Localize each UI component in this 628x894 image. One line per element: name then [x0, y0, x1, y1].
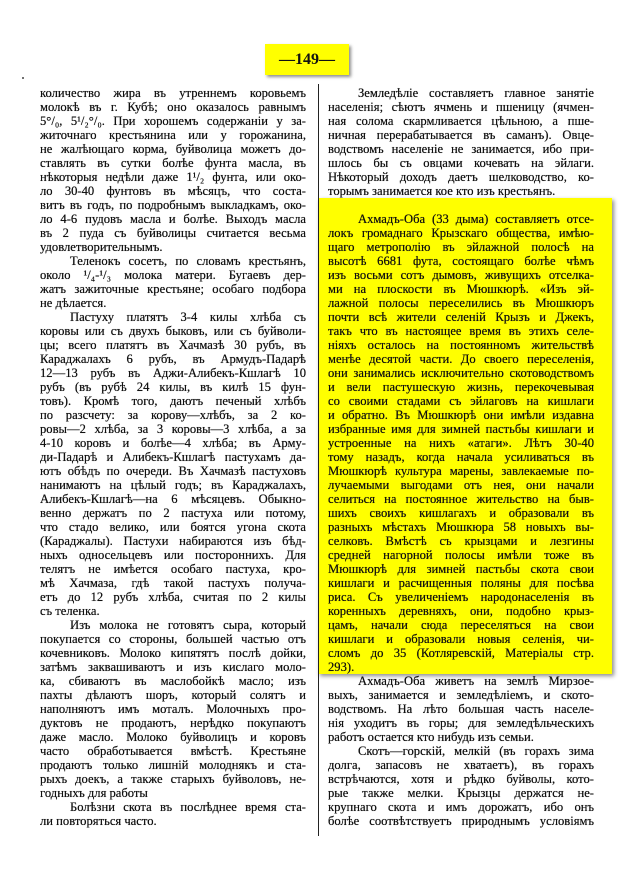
paragraph [40, 618, 306, 800]
text-line: пахты дѣлаютъ шоръ, который солятъ и [40, 688, 306, 702]
paragraph [40, 254, 306, 310]
paragraph [328, 212, 594, 674]
text-line: ло 30-40 фунтовъ въ мѣсяцъ, что соста- [40, 184, 306, 198]
text-line: рыхъ доекъ, а также старыхъ буйволовъ, не- [40, 772, 306, 786]
text-line: избранные имя для зимней пастьбы кишлаги и [328, 422, 594, 436]
column-divider [318, 84, 319, 836]
text-line: тому назадъ, когда начала усиливаться въ [328, 450, 594, 464]
text-line: 4-10 коровъ и болѣе—4 хлѣба; въ Арму- [40, 436, 306, 450]
text-line: етъ до 12 рубъ хлѣба, считая по 2 килы [40, 590, 306, 604]
text-line: селиться на постоянное жительство на быв- [328, 492, 594, 506]
text-line: годныхъ для работы [40, 786, 148, 800]
text-line: не дѣлается. [40, 296, 107, 310]
paragraph [40, 310, 306, 618]
text-line: локъ громаднаго Крызскаго общества, имѣю- [328, 226, 594, 240]
text-line: товъ). Кромѣ того, даютъ печеный хлѣбъ [40, 394, 306, 408]
paragraph [328, 674, 594, 744]
text-line: водствомъ населеніе не занимается, ибо при- [328, 142, 594, 156]
text-line: коровы или съ двухъ быковъ, или съ буйволи- [40, 324, 306, 338]
text-line: Мюшкюрѣ культура марены, завлекаемые по- [328, 464, 594, 478]
text-line: кишлаги и образовали новыя селенія, чи- [328, 632, 594, 646]
text-line: и вели пастушескую жизнь, перекочевывая [328, 380, 594, 394]
text-line: Мюшкюрѣ для зимней пастьбы скота свои [328, 562, 594, 576]
text-line: даже масло. Молоко буйволицъ и коровъ [40, 730, 306, 744]
text-line: риса. Съ увеличеніемъ народонаселенія въ [328, 590, 594, 604]
text-line: Караджалахъ 6 рубъ, въ Армудъ-Падарѣ [40, 352, 306, 366]
text-line: затѣмъ заквашиваютъ и изъ кислаго моло- [40, 660, 306, 674]
text-line: кишлаги и расчищенныя поляны для посѣва [328, 576, 594, 590]
text-line: кочевниковъ. Молоко кипятятъ послѣ дойки, [40, 646, 306, 660]
text-line: Скотъ—горскій, мелкій (въ горахъ зима [358, 744, 594, 758]
text-line: количество жира въ утреннемъ коровьемъ [40, 86, 306, 100]
left-text [40, 86, 306, 828]
text-line: наполняютъ имъ моталъ. Молочныхъ про- [40, 702, 306, 716]
text-line: въ 2 пуда съ буйволицы считается весьма [40, 226, 306, 240]
text-line: не жалѣющаго корма, буйволица можетъ до- [40, 142, 306, 156]
text-line: сломъ до 35 (Котляревскій, Матеріалы стр. [328, 646, 594, 660]
text-line: Алибекъ-Кшлагѣ—на 6 мѣсяцевъ. Обыкно- [40, 492, 306, 506]
text-line: что стадо велико, или боятся угона скота [40, 520, 306, 534]
text-line: Нѣкоторый доходъ даетъ шелководство, ко- [328, 170, 594, 184]
text-line: ставлять въ сутки болѣе фунта масла, въ [40, 156, 306, 170]
text-line: молокѣ въ г. Кубѣ; оно оказалось равнымъ [40, 100, 306, 114]
text-line: продаютъ только лишній молоднякъ и ста- [40, 758, 306, 772]
text-line: изъ восьми сотъ дымовъ, живущихъ отселка- [328, 268, 594, 282]
paragraph [40, 800, 306, 828]
text-line: рубъ (въ рубѣ 24 килы, въ килѣ 15 фун- [40, 380, 306, 394]
text-line: по разсчету: за корову—хлѣбъ, за 2 ко- [40, 408, 306, 422]
text-line: около ¹/₄-¹/₃ молока матери. Бугаевъ дер- [40, 268, 306, 282]
text-line: съ теленка. [40, 604, 100, 618]
text-line: выхъ, занимается и земледѣліемъ, и ското- [328, 688, 594, 702]
text-line: дуктовъ не продаютъ, нерѣдко покупаютъ [40, 716, 306, 730]
text-line: Теленокъ сосетъ, по словамъ крестьянъ, [70, 254, 306, 268]
text-line: они занимались исключительно скотоводствомъ [328, 366, 594, 380]
text-line: населенія; сѣютъ ячмень и пшеницу (ячмен- [328, 100, 594, 114]
text-line: и обратно. Въ Мюшкюрѣ они имѣли издавна [328, 408, 594, 422]
right-text-after-highlight [328, 674, 594, 828]
text-line: ли повторяться часто. [40, 814, 157, 828]
highlighted-passage [328, 212, 594, 674]
text-line: Ахмадъ-Оба живетъ на землѣ Мирзое- [358, 674, 594, 688]
text-line: часто обработывается вмѣстѣ. Крестьяне [40, 744, 306, 758]
text-line: водствомъ. На лѣто большая часть населе- [328, 702, 594, 716]
paragraph [328, 744, 594, 828]
text-line: 5°/₀, 5¹/₂°/₀. При хорошемъ содержаніи у за- [40, 114, 306, 128]
text-line: цы; всего платятъ въ Хачмазѣ 30 рубъ, въ [40, 338, 306, 352]
paragraph [40, 86, 306, 254]
text-line: лучаемыми выгодами отъ нея, они начали [328, 478, 594, 492]
text-line: Земледѣліе составляетъ главное занятіе [358, 86, 594, 100]
text-line: рые также мелки. Крызцы держатся не- [328, 786, 594, 800]
text-line: мѣ Хачмаза, гдѣ такой пастухъ получа- [40, 576, 306, 590]
text-line: шихъ своихъ кишлагахъ и образовали въ [328, 506, 594, 520]
text-line: встрѣчаются, хотя и рѣдко буйволы, кото- [328, 772, 594, 786]
text-line: 293). [328, 660, 355, 674]
text-line: (Караджалы). Пастухи набираются изъ бѣд- [40, 534, 306, 548]
text-line: жатъ зажиточные крестьяне; особаго подбора [40, 282, 306, 296]
scan-speck [22, 77, 24, 79]
text-line: нанимаютъ на цѣлый годъ; въ Караджалахъ, [40, 478, 306, 492]
text-line: ло 4-6 пудовъ масла и болѣе. Выходъ масла [40, 212, 306, 226]
text-line: ми на плоскости въ Мюшкюрѣ. «Изъ эй- [328, 282, 594, 296]
text-line: витъ въ годъ, по подробнымъ выкладкамъ, око- [40, 198, 306, 212]
text-line: телятъ не имѣется особаго пастуха, кро- [40, 562, 306, 576]
text-line: такъ что въ настоящее время въ этихъ селе- [328, 324, 594, 338]
text-line: 12—13 рубъ въ Аджи-Алибекъ-Кшлагѣ 10 [40, 366, 306, 380]
right-column [328, 86, 594, 828]
text-line: селковъ. Вмѣстѣ съ крызцами и лезгины [328, 534, 594, 548]
text-line: Изъ молока не готовятъ сыра, который [70, 618, 306, 632]
text-line: со своими стадами съ эйлаговъ на кишлаги [328, 394, 594, 408]
paragraph [328, 86, 594, 198]
text-line: ніяхъ осталось на постоянномъ жительствѣ [328, 338, 594, 352]
text-line: менѣе десятой части. До своего переселенія, [328, 352, 594, 366]
text-line: Ахмадъ-Оба (33 дыма) составляетъ отсе- [358, 212, 594, 226]
text-line: ди-Падарѣ и Алибекъ-Кшлагѣ пастухамъ да- [40, 450, 306, 464]
right-text-before-highlight [328, 86, 594, 198]
text-line: ровы—2 хлѣба, за 3 коровы—3 хлѣба, а за [40, 422, 306, 436]
text-line: почти всѣ жители селеній Крызъ и Джекъ, [328, 310, 594, 324]
text-line: ютъ обѣдъ по очереди. Въ Хачмазѣ пастуховъ [40, 464, 306, 478]
text-line: удовлетворительнымъ. [40, 240, 163, 254]
text-line: лажной полосы переселились въ Мюшкюръ [328, 296, 594, 310]
text-line: нѣкоторыя недѣли даже 1¹/₂ фунта, или око- [40, 170, 306, 184]
text-line: коренныхъ деревняхъ, они, подобно крыз- [328, 604, 594, 618]
left-column [40, 86, 306, 828]
text-line: работъ остается кто нибудь изъ семьи. [328, 730, 534, 744]
text-line: устроенные на нихъ «атаги». Лѣтъ 30-40 [328, 436, 594, 450]
text-line: житочнаго крестьянина или у горожанина, [40, 128, 306, 142]
text-line: Болѣзни скота въ послѣднее время ста- [70, 800, 306, 814]
text-line: покупается со стороны, большей частью отъ [40, 632, 306, 646]
text-line: крупнаго скота и имъ дорожатъ, ибо онъ [328, 800, 594, 814]
text-line: щаго метрополію въ эйлажной полосѣ на [328, 240, 594, 254]
spacer [328, 198, 594, 212]
text-line: болѣе соотвѣтствуетъ природнымъ условіямъ [328, 814, 594, 828]
text-line: высотѣ 6681 фута, состоящаго болѣе чѣмъ [328, 254, 594, 268]
text-line: Пастуху платятъ 3-4 килы хлѣба съ [70, 310, 306, 324]
text-line: ка, сбиваютъ въ маслобойкѣ масло; изъ [40, 674, 306, 688]
text-line: нія уходитъ въ горы; для земледѣльческихъ [328, 716, 594, 730]
text-line: шлось бы съ овцами кочевать на эйлаги. [328, 156, 594, 170]
text-line: ничная перерабатывается въ саманъ). Овце- [328, 128, 594, 142]
text-line: ныхъ односельцевъ или постороннихъ. Для [40, 548, 306, 562]
text-line: венно держатъ по 2 пастуха или потому, [40, 506, 306, 520]
text-line: долга, запасовъ не хватаетъ), въ горахъ [328, 758, 594, 772]
text-line: цамъ, начали сюда переселяться на свои [328, 618, 594, 632]
text-line: средней нагорной полосы имѣли тоже въ [328, 548, 594, 562]
text-line: разныхъ мѣстахъ Мюшкюра 58 новыхъ вы- [328, 520, 594, 534]
text-line: ная солома скармливается цѣльною, а пше- [328, 114, 594, 128]
text-line: торымъ занимается кое кто изъ крестьянъ. [328, 184, 556, 198]
page-number: —149— [265, 44, 349, 75]
